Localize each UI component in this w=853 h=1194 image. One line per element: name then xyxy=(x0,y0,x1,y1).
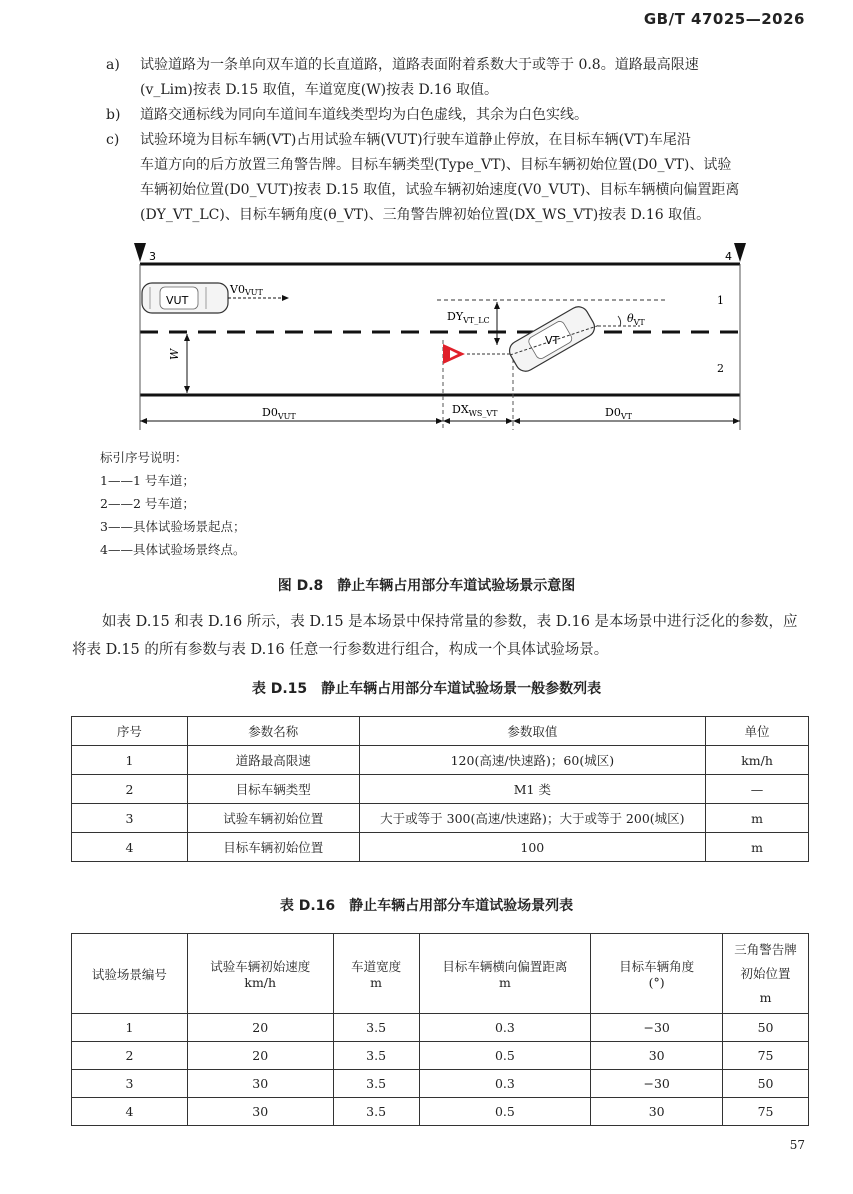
item-line: (DY_VT_LC)、目标车辆角度(θ_VT)、三角警告牌初始位置(DX_WS_VT)按表 D.16 取值。 xyxy=(140,207,711,223)
table-row xyxy=(72,833,809,862)
page-number: 57 xyxy=(789,1138,805,1152)
end-label: 4 xyxy=(725,250,732,263)
table-cell: 目标车辆初始位置 xyxy=(187,833,359,862)
table-cell: 4 xyxy=(72,833,188,862)
legend-item: 4——具体试验场景终点。 xyxy=(100,542,246,557)
table-cell: 0.5 xyxy=(419,1042,591,1070)
item-line: (v_Lim)按表 D.15 取值，车道宽度(W)按表 D.16 取值。 xyxy=(140,82,498,98)
table-cell: 120(高速/快速路)；60(城区) xyxy=(359,746,706,775)
table-header-cell: 单位 xyxy=(706,717,809,746)
item-marker: a) xyxy=(106,57,120,73)
table-header-cell: 三角警告牌 初始位置 m xyxy=(723,934,809,1014)
table-cell: 3 xyxy=(72,1070,188,1098)
table-cell: M1 类 xyxy=(359,775,706,804)
item-marker: b) xyxy=(106,107,121,123)
table-header-cell: 目标车辆横向偏置距离 m xyxy=(419,934,591,1014)
table-row xyxy=(72,746,809,775)
table-header-row xyxy=(72,934,809,1014)
table-row xyxy=(72,775,809,804)
table-header-cell: 车道宽度 m xyxy=(333,934,419,1014)
item-line: 车道方向的后方放置三角警告牌。目标车辆类型(Type_VT)、目标车辆初始位置(D0_VT)、试验 xyxy=(140,157,732,173)
table-cell: 试验车辆初始位置 xyxy=(187,804,359,833)
table-header-row xyxy=(72,717,809,746)
table-cell: km/h xyxy=(706,746,809,775)
table-cell: 30 xyxy=(591,1042,723,1070)
vut-label: VUT xyxy=(166,294,189,307)
start-marker-icon xyxy=(134,243,146,262)
table2-caption: 表 D.16 静止车辆占用部分车道试验场景列表 xyxy=(279,898,574,914)
table-cell: 3 xyxy=(72,804,188,833)
table-header-cell: 目标车辆角度 (°) xyxy=(591,934,723,1014)
table-cell: 2 xyxy=(72,1042,188,1070)
figure-legend xyxy=(100,446,245,561)
body-paragraph: 如表 D.15 和表 D.16 所示，表 D.15 是本场景中保持常量的参数，表 D.16 是本场景中进行泛化的参数，应将表 D.15 的所有参数与表 D.16 任意一行参数进行组合，构成一个具体试验场景。 xyxy=(72,614,798,658)
table-header-cell: 试验场景编号 xyxy=(72,934,188,1014)
table-d16 xyxy=(71,933,809,1126)
table-cell: 75 xyxy=(723,1042,809,1070)
table-cell: 100 xyxy=(359,833,706,862)
table-cell: 50 xyxy=(723,1014,809,1042)
v0-label: V0VUT xyxy=(230,283,263,297)
theta-label: $\theta_{VT}$ xyxy=(627,312,645,327)
end-marker-icon xyxy=(734,243,746,262)
dy-label: $DY_{VT\_LC}$ xyxy=(447,310,490,325)
figure-caption: 图 D.8 静止车辆占用部分车道试验场景示意图 xyxy=(277,578,576,594)
vt-label: VT xyxy=(545,334,560,347)
table-cell: 20 xyxy=(187,1014,333,1042)
table-cell: 3.5 xyxy=(333,1098,419,1126)
table-cell: — xyxy=(706,775,809,804)
item-line: 车辆初始位置(D0_VUT)按表 D.15 取值，试验车辆初始速度(V0_VUT)、目标车辆横向偏置距离 xyxy=(140,182,740,198)
table-cell: 3.5 xyxy=(333,1042,419,1070)
table-cell: 2 xyxy=(72,775,188,804)
table-cell: 目标车辆类型 xyxy=(187,775,359,804)
table-row xyxy=(72,1070,809,1098)
d0vt-label: $D0_{VT}$ xyxy=(605,406,632,421)
table-cell: 30 xyxy=(187,1070,333,1098)
table-d15 xyxy=(71,716,809,862)
table-cell: 30 xyxy=(591,1098,723,1126)
table-cell: 3.5 xyxy=(333,1070,419,1098)
table-cell: 4 xyxy=(72,1098,188,1126)
item-line: 道路交通标线为同向车道间车道线类型均为白色虚线，其余为白色实线。 xyxy=(140,107,588,123)
table-header-cell: 序号 xyxy=(72,717,188,746)
scenario-diagram xyxy=(0,0,853,445)
table-cell: m xyxy=(706,804,809,833)
table-cell: 0.3 xyxy=(419,1070,591,1098)
table-cell: −30 xyxy=(591,1014,723,1042)
table-header-cell: 试验车辆初始速度 km/h xyxy=(187,934,333,1014)
table-cell: 3.5 xyxy=(333,1014,419,1042)
table-cell: 50 xyxy=(723,1070,809,1098)
table-row xyxy=(72,1014,809,1042)
legend-item: 2——2 号车道； xyxy=(100,496,195,511)
w-label: W xyxy=(168,348,181,360)
dxws-label: $DX_{WS\_VT}$ xyxy=(452,403,498,418)
table-row xyxy=(72,804,809,833)
item-line: 试验环境为目标车辆(VT)占用试验车辆(VUT)行驶车道静止停放，在目标车辆(VT)车尾沿 xyxy=(140,132,691,148)
table-cell: −30 xyxy=(591,1070,723,1098)
item-marker: c) xyxy=(106,132,120,148)
legend-title: 标引序号说明： xyxy=(100,450,188,465)
lane2-label: 2 xyxy=(717,362,724,375)
table-header-cell: 参数取值 xyxy=(359,717,706,746)
table-cell: 道路最高限速 xyxy=(187,746,359,775)
start-label: 3 xyxy=(149,250,156,263)
table-cell: 30 xyxy=(187,1098,333,1126)
lane1-label: 1 xyxy=(717,294,724,307)
standard-code-header: GB/T 47025—2026 xyxy=(643,10,805,28)
table1-caption: 表 D.15 静止车辆占用部分车道试验场景一般参数列表 xyxy=(251,681,602,697)
table-cell: 大于或等于 300(高速/快速路)；大于或等于 200(城区) xyxy=(359,804,706,833)
d0vut-label: $D0_{VUT}$ xyxy=(262,406,296,421)
table-cell: 0.3 xyxy=(419,1014,591,1042)
legend-item: 3——具体试验场景起点； xyxy=(100,519,246,534)
table-cell: m xyxy=(706,833,809,862)
table-cell: 20 xyxy=(187,1042,333,1070)
table-cell: 75 xyxy=(723,1098,809,1126)
table-header-cell: 参数名称 xyxy=(187,717,359,746)
table-cell: 1 xyxy=(72,746,188,775)
item-line: 试验道路为一条单向双车道的长直道路，道路表面附着系数大于或等于 0.8。道路最高限速 xyxy=(140,57,699,73)
table-row xyxy=(72,1042,809,1070)
table-row xyxy=(72,1098,809,1126)
table-cell: 0.5 xyxy=(419,1098,591,1126)
legend-item: 1——1 号车道； xyxy=(100,473,195,488)
table-cell: 1 xyxy=(72,1014,188,1042)
